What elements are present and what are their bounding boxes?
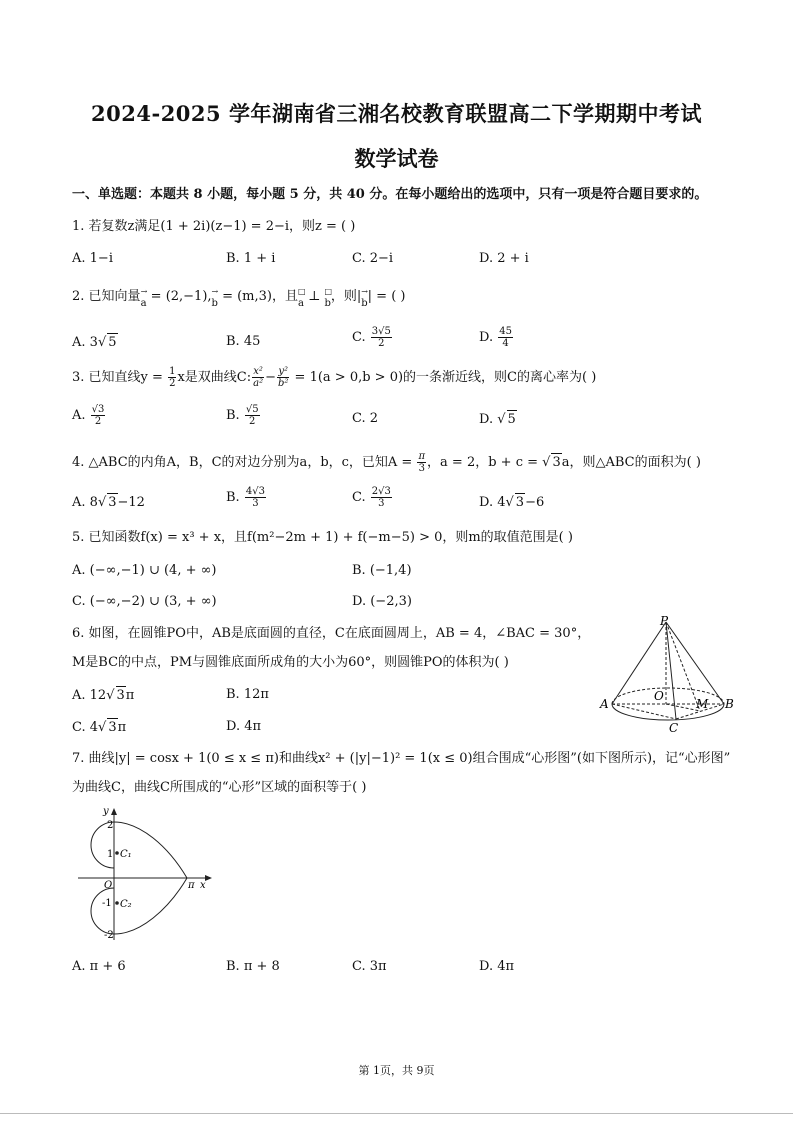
option-d: D. √ 5 [479,412,516,427]
segment-om [666,704,700,711]
label-y: y [103,806,109,817]
option-c: C. 2−i [352,251,394,266]
y-axis-arrow-icon [111,808,117,815]
question-7-cont: 为曲线C，曲线C所围成的“心形”区域的面积等于( ) [72,780,367,795]
option-d: D. 2 + i [479,251,529,266]
fraction-pi-3: $\frac{\pi}{3}$ [418,451,426,474]
fraction-x2-a2: $\frac{\text{x²}}{\text{a²}}$ [253,366,264,389]
question-text: 若复数z满足(1 + 2i)(z−1) = 2−i，则z = ( ) [88,219,356,234]
exam-title: 2024-2025 学年湖南省三湘名校教育联盟高二下学期期中考试 [91,101,702,126]
label-origin: O [104,880,113,891]
question-1 [72,218,355,236]
option-b: B. (−1,4) [352,563,412,578]
option-a: A. 8√ 3−12 [72,495,145,510]
option-c: C. $\frac{2√3}{3}$ [352,486,391,509]
option-a: A. 3√ 5 [72,335,117,350]
lower-semicircle [91,888,114,934]
tick-2: 2 [107,820,114,831]
heart-figure [72,806,220,944]
option-c: C. 4√ 3π [72,720,127,735]
exam-subtitle: 数学试卷 [354,146,439,171]
option-c: C. 3π [352,959,387,974]
cone-figure [598,612,738,757]
section-heading: 一、单选题：本题共 8 小题，每小题 5 分，共 40 分。在每小题给出的选项中，只有一项是符合题目要求的。 [72,187,708,202]
option-a: A. 1−i [72,251,113,266]
option-c: C. 2 [352,411,379,426]
question-number: 6. [72,626,85,641]
question-2: 2. 已知向量 → a = (2,−1), → b = (m,3)，且 □ a ⊥ □ b，则| → b| = ( ) [72,288,405,307]
option-b: B. 1 + i [226,251,276,266]
option-c: C. (−∞,−2) ∪ (3, + ∞) [72,594,217,609]
question-number: 3. [72,370,85,385]
tick-1: 1 [107,849,114,860]
question-number: 4. [72,455,85,470]
question-4: 4. △ABC的内角A，B，C的对边分别为a，b，c，已知A = $\frac{\pi}{3}$ ，a = 2，b + c = √ 3a，则△ABC的面积为( ) [72,451,701,474]
label-x: x [200,880,206,891]
center-c1 [115,851,119,855]
x-axis-arrow-icon [205,875,212,881]
option-d: D. 4√ 3−6 [479,495,545,510]
fraction-one-half: $\frac{1}{2}$ [169,366,176,389]
option-d: D. $\frac{45}{4}$ [479,326,512,349]
question-text: 已知函数f(x) = x³ + x，且f(m²−2m + 1) + f(−m−5) > 0，则m的取值范围是( ) [88,530,573,545]
segment-ac [612,704,676,719]
option-b: B. 45 [226,334,261,349]
question-text: 如图，在圆锥PO中，AB是底面圆的直径，C在底面圆周上，AB = 4，∠BAC = 30°， [88,626,591,641]
label-c2: C₂ [120,899,132,910]
option-b: B. $\frac{√5}{2}$ [226,404,259,427]
vector-b: → b [211,287,219,309]
fraction-y2-b2: $\frac{\text{y²}}{\text{b²}}$ [278,366,289,389]
segment-pm [666,622,700,711]
question-number: 7. [72,751,85,766]
option-b: B. 12π [226,687,269,702]
question-6-cont: M是BC的中点，PM与圆锥底面所成角的大小为60°，则圆锥PO的体积为( ) [72,655,509,670]
option-c: C. $\frac{3√5}{2}$ [352,326,391,349]
vector-b-abs: → b [361,287,368,309]
question-5 [72,529,573,547]
edge-pb [666,622,724,704]
label-m: M [696,697,709,711]
question-6 [72,625,590,643]
label-o: O [654,689,664,703]
tick-minus-2: -2 [104,930,114,941]
option-a: A. (−∞,−1) ∪ (4, + ∞) [72,563,217,578]
question-text: 已知向量 [88,289,141,304]
option-d: D. 4π [479,959,515,974]
vector-b-ref: □ b [324,287,333,309]
question-number: 1. [72,219,85,234]
page-footer: 第 1页，共 9页 [358,1064,435,1077]
option-b: B. π + 8 [226,959,280,974]
label-b: B [725,697,734,711]
tick-minus-1: -1 [102,898,112,909]
option-a: A. π + 6 [72,959,126,974]
label-a: A [600,697,609,711]
vector-a-ref: □ a [297,287,306,309]
label-c: C [669,721,679,735]
label-c1: C₁ [120,849,132,860]
question-number: 5. [72,530,85,545]
option-a: A. $\frac{√3}{2}$ [72,404,105,427]
question-3: 3. 已知直线y = $\frac{1}{2}$ x是双曲线C: $\frac{\text{x²}}{\text{a²}}$ − $\frac{\text{y²}}{\text{b²}}$ = 1(a > 0,b > 0)的一条渐近线，则C的离心率为( ) [72,366,597,389]
label-p: P [660,614,669,628]
vector-a: → a [140,287,148,309]
question-number: 2. [72,289,85,304]
option-d: D. 4π [226,719,262,734]
label-pi: π [188,880,195,891]
question-text: 曲线|y| = cosx + 1(0 ≤ x ≤ π)和曲线x² + (|y|−1)² = 1(x ≤ 0)组合围成“心形图”(如下图所示)，记“心形图” [88,751,731,766]
question-7 [72,750,730,768]
center-c2 [115,901,119,905]
bottom-divider [0,1113,793,1114]
option-a: A. 12√ 3π [72,688,135,703]
option-b: B. $\frac{4√3}{3}$ [226,486,265,509]
option-d: D. (−2,3) [352,594,412,609]
